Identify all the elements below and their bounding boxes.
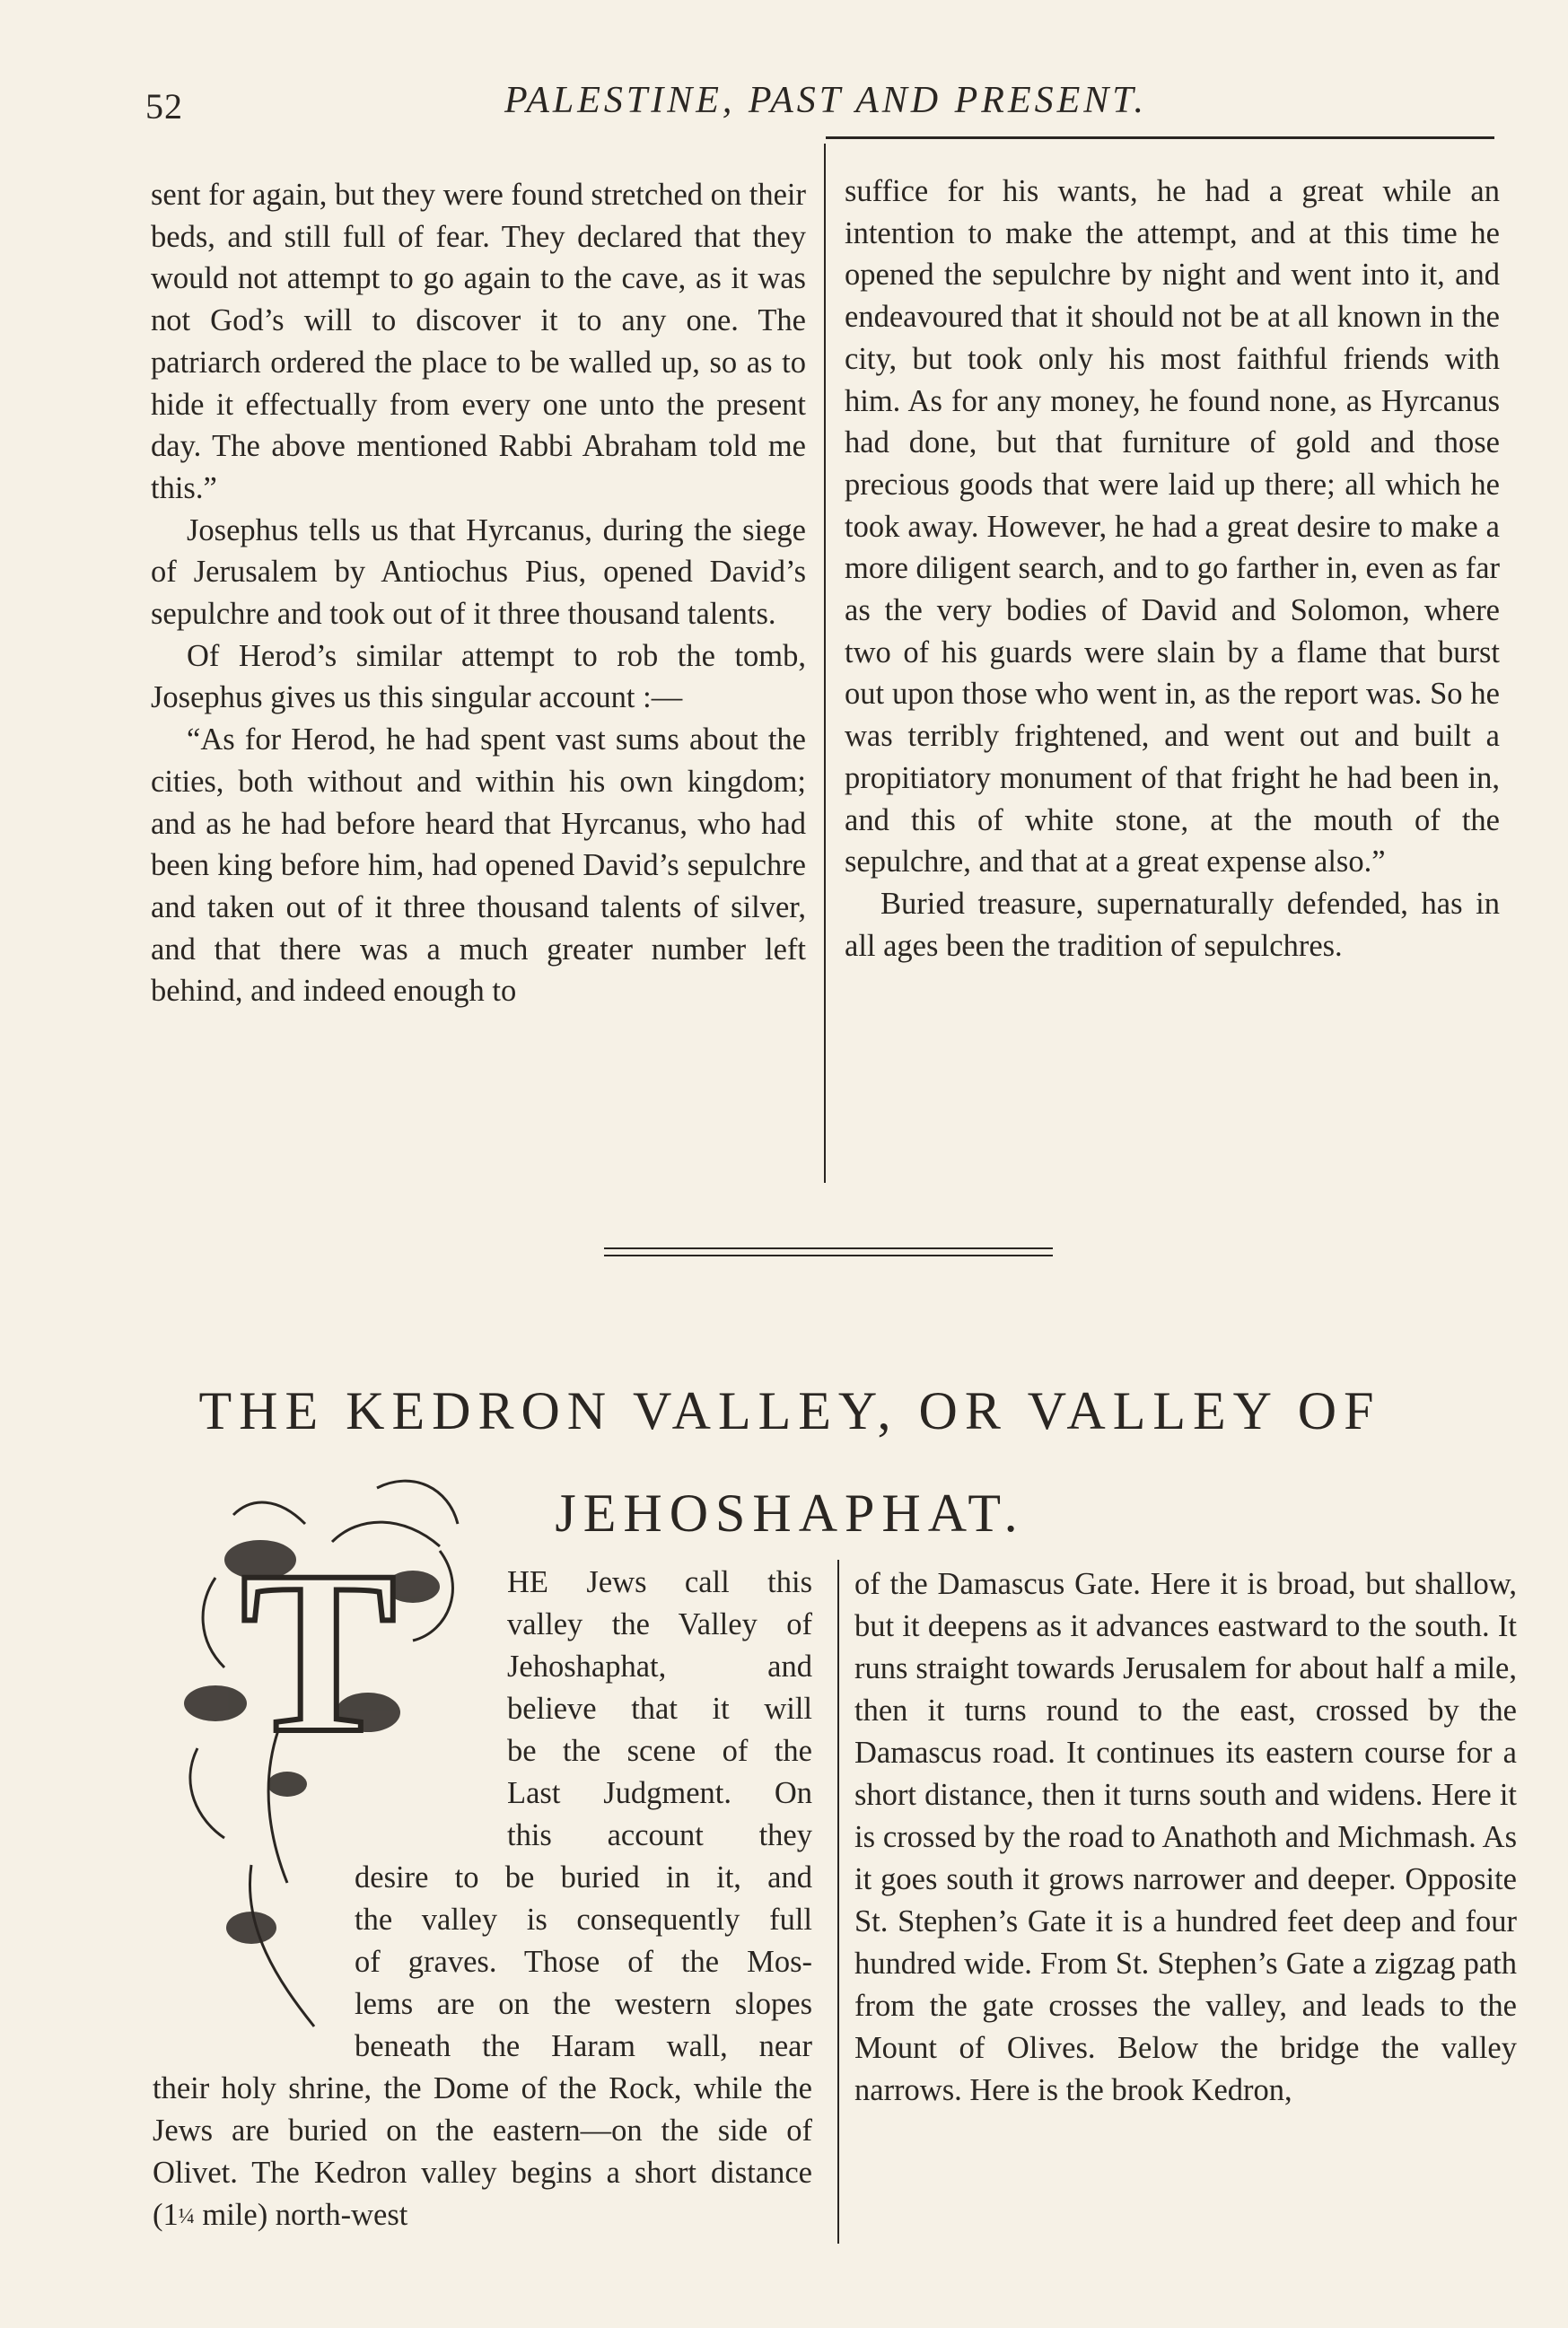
paragraph: Buried treasure, supernaturally defended, has in all ages been the tradition of sepulchres.	[845, 886, 1500, 963]
lead-line: beneath the Haram wall, near	[355, 2029, 812, 2063]
paragraph: of the Damascus Gate. Here it is broad, but shallow, but it deepens as it advances eastward to the south. It runs straight towards Jerusalem for about half a mile, then it turns round to the east, crossed by the Damascus road. It continues its eastern course for a short distance, then it turns south and widens. Here it is crossed by the road to Anathoth and Michmash. As it goes south it grows narrower and deeper. Opposite St. Stephen’s Gate it is a hundred feet deep and four hundred wide. From St. Stephen’s Gate a zigzag path from the gate crosses the valley, and leads to the Mount of Olives. Below the bridge the valley narrows. Here is the brook Kedron,	[854, 1567, 1517, 2107]
section-title-line1: THE KEDRON VALLEY, OR VALLEY OF	[198, 1381, 1381, 1441]
section-separator-bottom	[604, 1255, 1053, 1256]
lead-line: desire to be buried in it, and	[355, 1860, 812, 1895]
section-separator-top	[604, 1247, 1053, 1249]
top-left-column	[151, 174, 806, 1012]
column-rule	[837, 1560, 839, 2244]
top-right-column	[845, 171, 1500, 967]
lead-line: HE Jews call this	[507, 1565, 812, 1599]
lead-line: lems are on the western slopes	[355, 1987, 812, 2021]
paragraph: sent for again, but they were found stretched on their beds, and still full of fear. They declared that they would not attempt to go again to the cave, as it was not God’s will to discover it to any one. The patriarch ordered the place to be walled up, so as to hide it effectually from every one unto the present day. The above mentioned Rabbi Abraham told me this.”	[151, 178, 807, 505]
header-rule	[826, 136, 1494, 139]
lead-line: believe that it will	[507, 1692, 812, 1726]
lead-line: Last Judgment. On	[507, 1776, 812, 1810]
lead-line: Jehoshaphat, and	[507, 1650, 812, 1684]
paragraph: Josephus tells us that Hyrcanus, during the siege of Jerusalem by Antiochus Pius, opened David’s sepulchre and took out of it three thousand talents.	[151, 512, 806, 632]
section-title-line2: JEHOSHAPHAT.	[555, 1483, 1025, 1544]
paragraph: suffice for his wants, he had a great while an intention to make the attempt, and at this time he opened the sepulchre by night and went into it, and endeavoured that it should not be at all known in the city, but took only his most faithful friends with him. As for any money, he found none, as Hyrcanus had done, but that furniture of gold and those precious goods that were laid up there; all which he took away. However, he had a great desire to make a more diligent search, and to go farther in, even as far as the very bodies of David and Solomon, where two of his guards were slain by a flame that burst out upon those who went in, as the report was. So he was terribly frightened, and went out and built a propitiatory monument of that fright he had been in, and this of white stone, at the mouth of the sepulchre, and that at a great expense also.”	[845, 174, 1500, 880]
lead-line: of graves. Those of the Mos-	[355, 1945, 812, 1979]
lead-line: the valley is consequently full	[355, 1903, 812, 1937]
paragraph: “As for Herod, he had spent vast sums about the cities, both without and within his own kingdom; and as he had before heard that Hyrcanus, who had been king before him, had opened David’s sepulchre and taken out of it three thousand talents of silver, and that there was a much greater number left behind, and indeed enough to	[151, 722, 806, 1009]
lead-line: this account they	[507, 1818, 812, 1852]
column-rule	[824, 144, 826, 1183]
page-number: 52	[145, 86, 183, 127]
drop-cap-letter: T	[241, 1523, 397, 1781]
running-title: PALESTINE, PAST AND PRESENT.	[504, 80, 1148, 121]
lead-tail: their holy shrine, the Dome of the Rock, while the Jews are buried on the eastern—on the side of Olivet. The Kedron valley begins a short distance (1¼ mile) north-west	[153, 2071, 812, 2232]
lead-line: be the scene of the	[507, 1734, 812, 1768]
paragraph: Of Herod’s similar attempt to rob the tomb, Josephus gives us this singular account :—	[151, 638, 806, 715]
lead-line: valley the Valley of	[507, 1607, 812, 1641]
section-right-column	[854, 1563, 1517, 2112]
section-left-column	[153, 1562, 812, 2238]
